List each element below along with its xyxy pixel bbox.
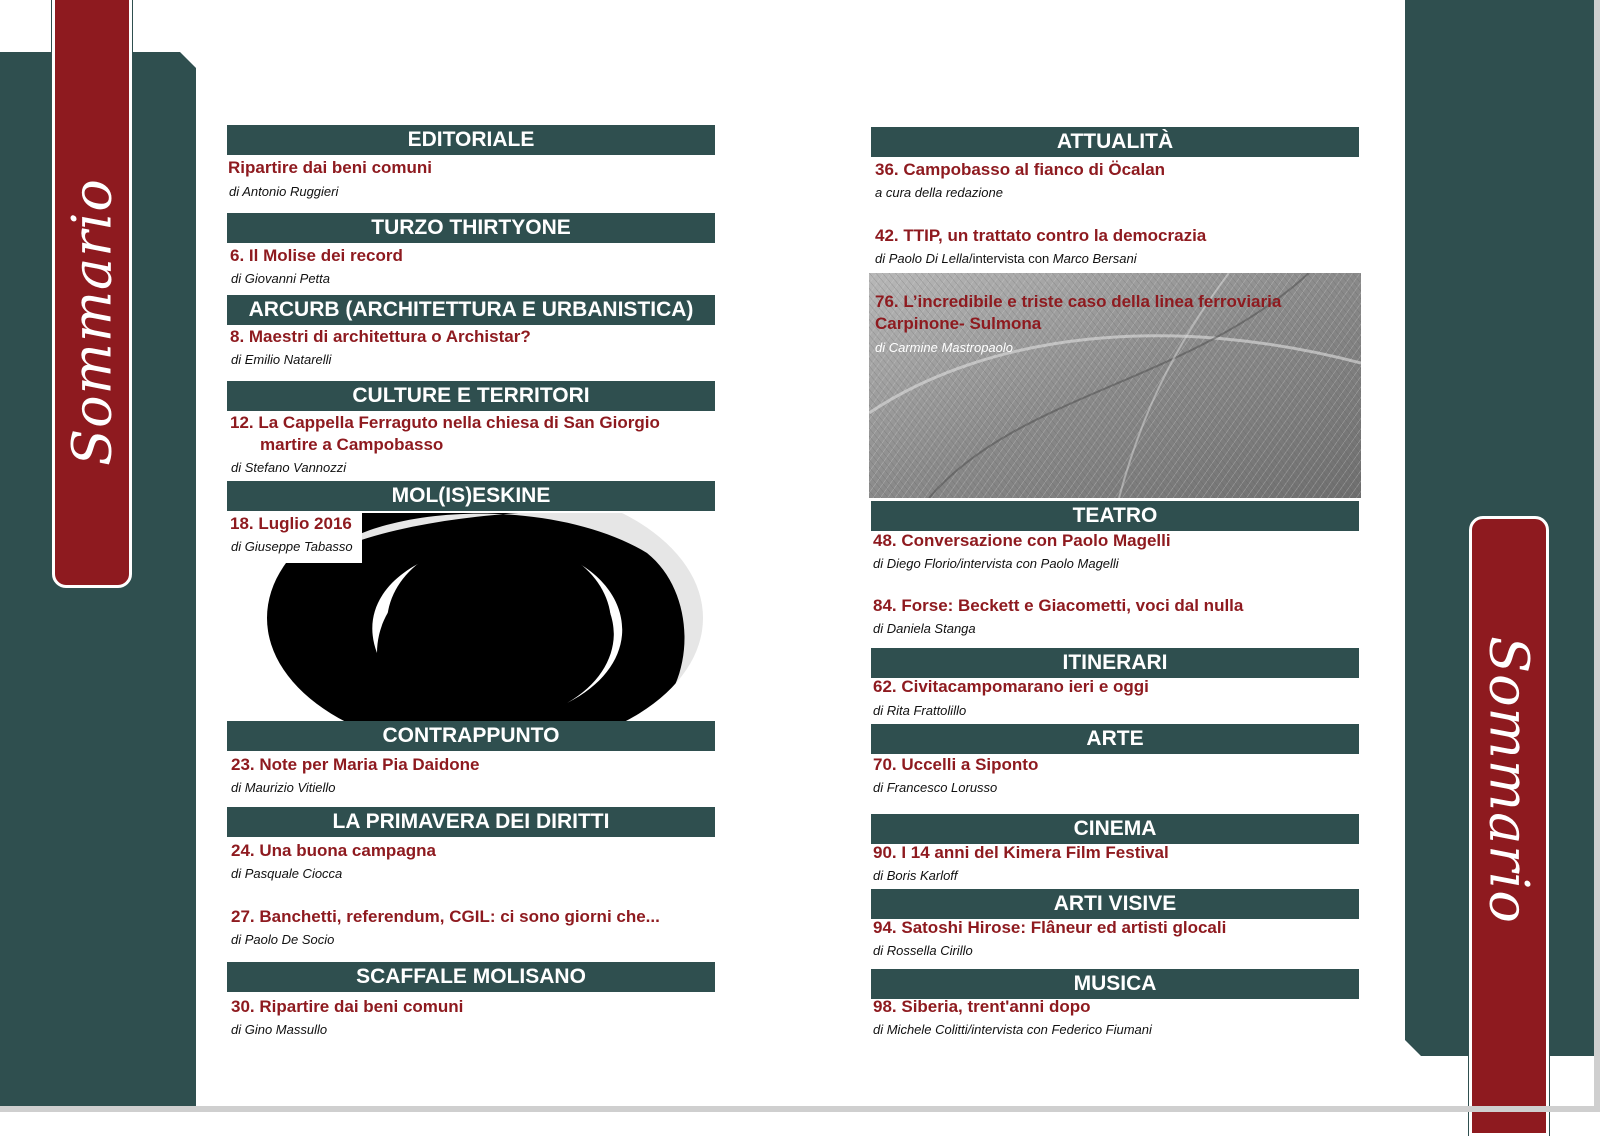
article-byline: di Daniela Stanga — [873, 621, 976, 636]
article-byline: di Boris Karloff — [873, 868, 958, 883]
article-byline: di Paolo Di Lella/intervista con Marco Bersani — [875, 251, 1137, 266]
article-title[interactable]: 6. Il Molise dei record — [230, 246, 403, 265]
article-title[interactable]: 94. Satoshi Hirose: Flâneur ed artisti glocali — [873, 918, 1227, 937]
article-title[interactable]: 76. L’incredibile e triste caso della linea ferroviaria — [875, 292, 1282, 311]
article-title[interactable]: 36. Campobasso al fianco di Öcalan — [875, 160, 1166, 179]
article-byline: di Gino Massullo — [231, 1022, 328, 1037]
article-title-continued[interactable]: Carpinone- Sulmona — [875, 314, 1042, 333]
section-header-attualita: ATTUALITÀ — [871, 127, 1359, 157]
article-byline: di Francesco Lorusso — [873, 780, 998, 795]
article-byline: di Diego Florio/intervista con Paolo Magelli — [873, 556, 1119, 571]
article-byline: di Carmine Mastropaolo — [875, 340, 1014, 355]
section-header-moleskine: MOL(IS)ESKINE — [227, 481, 715, 511]
article-title[interactable]: 42. TTIP, un trattato contro la democrazia — [875, 226, 1207, 245]
article-title[interactable]: 98. Siberia, trent'anni dopo — [873, 997, 1091, 1016]
article-title[interactable]: 18. Luglio 2016 — [230, 514, 352, 533]
section-header-itinerari: ITINERARI — [871, 648, 1359, 678]
article-title[interactable]: 62. Civitacampomarano ieri e oggi — [873, 677, 1149, 696]
article-title[interactable]: 48. Conversazione con Paolo Magelli — [873, 531, 1171, 550]
section-header-arti-visive: ARTI VISIVE — [871, 889, 1359, 919]
section-header-cinema: CINEMA — [871, 814, 1359, 844]
article-title[interactable]: 23. Note per Maria Pia Daidone — [231, 755, 480, 774]
article-byline: di Antonio Ruggieri — [229, 184, 339, 199]
article-byline: di Maurizio Vitiello — [231, 780, 336, 795]
section-header-contrappunto: CONTRAPPUNTO — [227, 721, 715, 751]
article-title[interactable]: 24. Una buona campagna — [231, 841, 436, 860]
section-header-teatro: TEATRO — [871, 501, 1359, 531]
section-header-musica: MUSICA — [871, 969, 1359, 999]
article-title[interactable]: 27. Banchetti, referendum, CGIL: ci sono giorni che... — [231, 907, 660, 926]
article-byline: di Giuseppe Tabasso — [231, 539, 353, 554]
section-header-editoriale: EDITORIALE — [227, 125, 715, 155]
article-title[interactable]: Ripartire dai beni comuni — [228, 158, 433, 177]
article-byline: di Rossella Cirillo — [873, 943, 973, 958]
article-byline: di Paolo De Socio — [231, 932, 335, 947]
section-header-turzo: TURZO THIRTYONE — [227, 213, 715, 243]
article-title[interactable]: 70. Uccelli a Siponto — [873, 755, 1039, 774]
article-title[interactable]: 8. Maestri di architettura o Archistar? — [230, 327, 531, 346]
article-byline: di Rita Frattolillo — [873, 703, 967, 718]
right-tab-label: Sommario — [1477, 636, 1541, 924]
article-byline: di Michele Colitti/intervista con Federico Fiumani — [873, 1022, 1152, 1037]
section-header-arcurb: ARCURB (ARCHITETTURA E URBANISTICA) — [227, 295, 715, 325]
article-title[interactable]: 90. I 14 anni del Kimera Film Festival — [873, 843, 1169, 862]
article-byline: di Emilio Natarelli — [231, 352, 332, 367]
article-byline: di Giovanni Petta — [231, 271, 331, 286]
section-header-scaffale: SCAFFALE MOLISANO — [227, 962, 715, 992]
article-title-continued[interactable]: martire a Campobasso — [260, 435, 444, 454]
article-byline: a cura della redazione — [875, 185, 1003, 200]
article-title[interactable]: 12. La Cappella Ferraguto nella chiesa di San Giorgio — [230, 413, 660, 432]
section-header-arte: ARTE — [871, 724, 1359, 754]
section-header-culture: CULTURE E TERRITORI — [227, 381, 715, 411]
section-header-primavera: LA PRIMAVERA DEI DIRITTI — [227, 807, 715, 837]
article-title[interactable]: 84. Forse: Beckett e Giacometti, voci dal nulla — [873, 596, 1244, 615]
article-byline: di Stefano Vannozzi — [231, 460, 347, 475]
article-byline: di Pasquale Ciocca — [231, 866, 343, 881]
article-title[interactable]: 30. Ripartire dai beni comuni — [231, 997, 464, 1016]
left-tab-label: Sommario — [60, 178, 124, 466]
